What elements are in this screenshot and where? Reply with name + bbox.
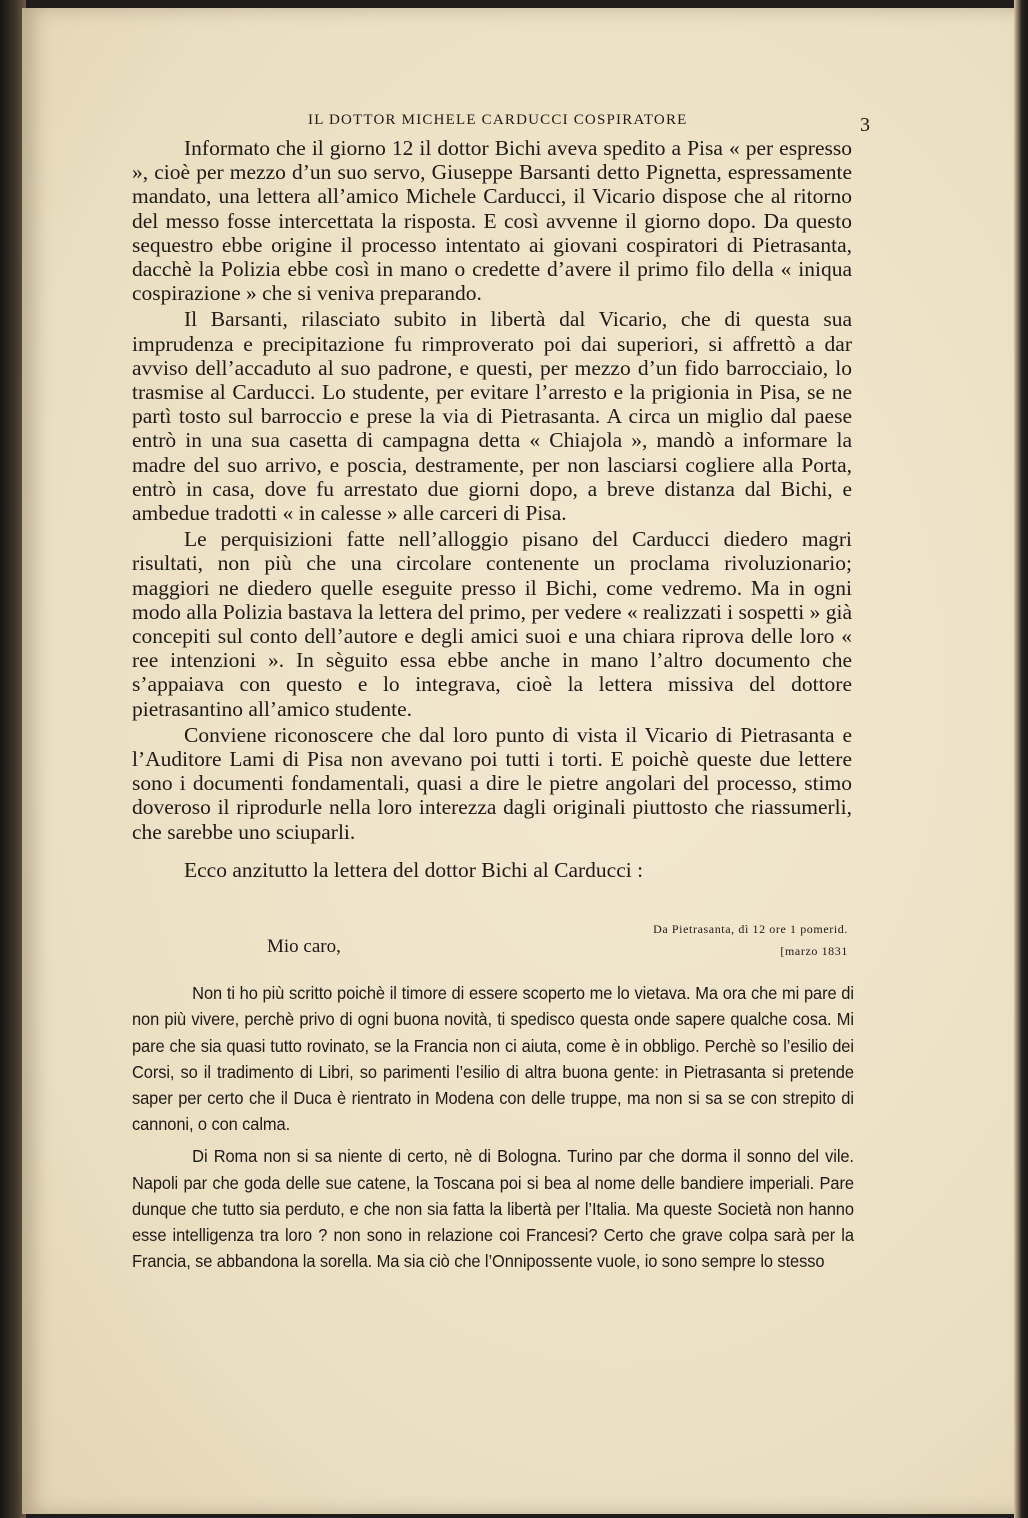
- letter-paragraph: Di Roma non si sa niente di certo, nè di Bologna. Turino par che dorma il sonno del vile. Napoli par che goda delle sue catene, la Toscana poi si bea al nome delle bandiere imperiali. Pare dunque che tutto sia perduto, e che non sia fatta la libertà per l’Italia. Ma queste Società non hanno esse intelligenza tra loro ? non sono in relazione coi Francesi? Certo che grave colpa sarà per la Francia, se abbandona la sorella. Ma sia ciò che l’Onnipossente vuole, io sono sempre lo stesso: [132, 1146, 854, 1272]
- letter-body: [132, 980, 852, 1274]
- paragraph: Le perquisizioni fatte nell’alloggio pisano del Carducci diedero magri risultati, non più che una circolare contenente un proclama rivoluzionario; maggiori ne diedero quelle eseguite presso il Bichi, come vedremo. Ma in ogni modo alla Polizia bastava la lettera del primo, per vedere « realizzati i sospetti » già concepiti sul conto dell’autore e degli amici suoi e una chiara riprova delle loro « ree intenzioni ». In sèguito essa ebbe anche in mano l’altro documento che s’appaiava con questo e lo integrava, cioè la lettera missiva del dottore pietrasantino all’amico studente.: [132, 527, 852, 721]
- letter-paragraph: Non ti ho più scritto poichè il timore di essere scoperto me lo vietava. Ma ora che mi pare di non più vivere, perchè privo di ogni buona novità, ti spedisco questa onde sapere qualche cosa. Mi pare che sia quasi tutto rovinato, se la Francia non ci aiuta, come è in obbligo. Perchè so l’esilio dei Corsi, so il tradimento di Libri, so parimenti l’esilio di altra buona gente: in Pietrasanta si pretende saper per certo che il Duca è rientrato in Modena con delle truppe, ma non si sa se con strepito di cannoni, o con calma.: [132, 983, 854, 1135]
- page-content: [132, 106, 870, 1274]
- page-paper: [22, 8, 1016, 1514]
- paragraph: Il Barsanti, rilasciato subito in libertà dal Vicario, che di questa sua imprudenza e precipitazione fu rimproverato poi dai superiori, si affrettò a dar avviso dell’accaduto al suo padrone, e questi, per mezzo d’un fido barrocciaio, lo trasmise al Carducci. Lo studente, per evitare l’arresto e la prigionia in Pisa, se ne partì tosto sul barroccio e prese la via di Pietrasanta. A circa un miglio dal paese entrò in una sua casetta di campagna detta « Chiajola », mandò a informare la madre del suo arrivo, e poscia, destramente, per non lasciarsi cogliere alla Porta, entrò in casa, dove fu arrestato due giorni dopo, a breve distanza dal Bichi, e ambedue tradotti « in calesse » alle carceri di Pisa.: [132, 307, 852, 526]
- letter-heading: [132, 910, 852, 964]
- page-right-edge: [1014, 0, 1028, 1518]
- running-head: [152, 106, 870, 136]
- paragraph: Conviene riconoscere che dal loro punto di vista il Vicario di Pietrasanta e l’Auditore Lami di Pisa non avevano poi tutti i torti. E poichè queste due lettere sono i documenti fondamentali, quasi a dire le pietre angolari del processo, stimo doveroso il riprodurle nella loro interezza dagli originali piuttosto che riassumerli, che sarebbe uno sciuparli.: [132, 722, 852, 844]
- page-number: 3: [860, 114, 870, 136]
- letter-dateline: Da Pietrasanta, dì 12 ore 1 pomerid.: [653, 922, 848, 937]
- paragraph: Informato che il giorno 12 il dottor Bichi aveva spedito a Pisa « per espresso », cioè per mezzo d’un suo servo, Giuseppe Barsanti detto Pignetta, espressamente mandato, una lettera all’amico Michele Carducci, il Vicario dispose che al ritorno del messo fosse intercettata la risposta. E così avvenne il giorno dopo. Da questo sequestro ebbe origine il processo intentato ai giovani cospiratori di Pietrasanta, dacchè la Polizia ebbe così in mano o credette d’avere il primo filo della « iniqua cospirazione » che si veniva preparando.: [132, 136, 852, 306]
- running-head-title: IL DOTTOR MICHELE CARDUCCI COSPIRATORE: [308, 112, 688, 128]
- letter-salutation: Mio caro,: [267, 936, 341, 958]
- letter-intro-paragraph: Ecco anzitutto la lettera del dottor Bichi al Carducci :: [184, 857, 644, 882]
- letter-dateline-month: [marzo 1831: [780, 944, 848, 959]
- body-text: [132, 136, 852, 882]
